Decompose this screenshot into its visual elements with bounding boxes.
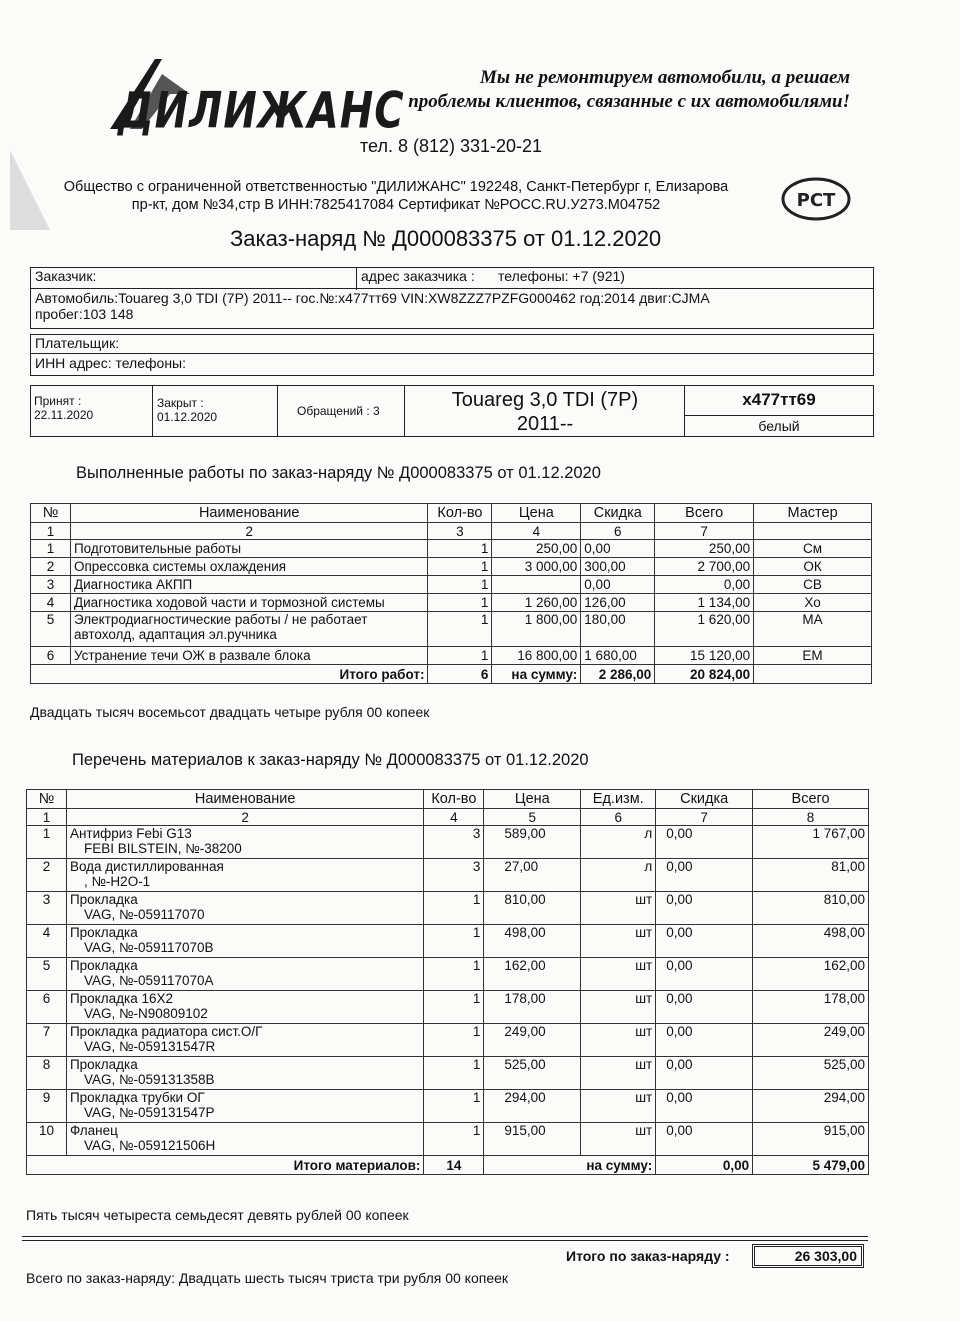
item-price: 810,00	[484, 892, 581, 925]
payer-details: ИНН адрес: телефоны:	[35, 355, 186, 371]
item-price: 498,00	[484, 925, 581, 958]
divider	[277, 386, 278, 436]
column-number	[754, 523, 872, 540]
customer-label: Заказчик:	[35, 268, 97, 284]
item-total: 498,00	[753, 925, 869, 958]
column-header: Всего	[753, 790, 869, 809]
item-total: 294,00	[753, 1090, 869, 1123]
item-name	[66, 925, 423, 958]
item-qty: 1	[424, 1090, 484, 1123]
item-unit: шт	[581, 1090, 656, 1123]
item-discount: 0,00	[656, 892, 753, 925]
works-total-qty: 6	[428, 665, 492, 684]
column-header: Кол-во	[424, 790, 484, 809]
works-total-row	[31, 665, 872, 684]
divider	[31, 288, 873, 289]
column-number: 4	[492, 523, 581, 540]
item-name	[66, 1123, 423, 1156]
item-total: 162,00	[753, 958, 869, 991]
svg-text:РСТ: РСТ	[796, 190, 836, 211]
table-cell: 0,00	[581, 540, 655, 558]
visits-count: Обращений : 3	[297, 404, 380, 418]
column-header: Наименование	[70, 504, 428, 523]
table-cell: Диагностика АКПП	[70, 576, 428, 594]
column-number: 7	[655, 523, 754, 540]
item-qty: 1	[424, 892, 484, 925]
column-number: 1	[31, 523, 71, 540]
customer-phones: телефоны: +7 (921)	[498, 268, 625, 284]
column-header: Ед.изм.	[581, 790, 656, 809]
item-article: VAG, №-059117070	[83, 907, 205, 922]
materials-total-sum: 5 479,00	[753, 1156, 869, 1175]
item-unit: шт	[581, 892, 656, 925]
row-number: 6	[27, 991, 67, 1024]
table-cell: Хо	[754, 594, 872, 612]
car-color: белый	[758, 418, 800, 434]
column-header: Цена	[492, 504, 581, 523]
item-title: Прокладка	[69, 958, 138, 973]
table-cell: 300,00	[581, 558, 655, 576]
column-header: Цена	[484, 790, 581, 809]
item-article: VAG, №-059121506H	[83, 1138, 216, 1153]
column-number: 6	[581, 809, 656, 826]
materials-total-row	[27, 1156, 869, 1175]
item-article: VAG, №-059131547P	[83, 1105, 215, 1120]
item-name	[66, 1090, 423, 1123]
item-article: VAG, №-N90809102	[83, 1006, 208, 1021]
item-title: Антифриз Febi G13	[69, 826, 192, 841]
empty-cell	[754, 665, 872, 684]
table-cell: 1	[428, 594, 492, 612]
table-cell: 2	[31, 558, 71, 576]
column-header: Кол-во	[428, 504, 492, 523]
materials-total-label: Итого материалов:	[27, 1156, 424, 1175]
company-details: Общество с ограниченной ответственностью "ДИЛИЖАНС" 192248, Санкт-Петербург г, Елизарова пр-кт, дом №34,стр В ИНН:7825417084 Сертификат №РОСС.RU.У273.М04752	[63, 179, 729, 213]
item-name	[66, 991, 423, 1024]
table-row	[27, 826, 869, 859]
column-header: №	[31, 504, 71, 523]
works-total-words: Двадцать тысяч восемьсот двадцать четыре рубля 00 копеек	[30, 704, 430, 720]
item-article: VAG, №-059131547R	[83, 1039, 216, 1054]
table-cell: 1	[428, 647, 492, 665]
item-price: 178,00	[484, 991, 581, 1024]
column-number: 5	[484, 809, 581, 826]
table-header-row	[27, 790, 869, 809]
company-logo: ДИЛИЖАНС	[118, 82, 405, 140]
table-cell: 3	[31, 576, 71, 594]
row-number: 8	[27, 1057, 67, 1090]
document-title: Заказ-наряд № Д000083375 от 01.12.2020	[230, 226, 662, 251]
table-cell: Диагностика ходовой части и тормозной системы	[70, 594, 428, 612]
table-cell: Подготовительные работы	[70, 540, 428, 558]
item-qty: 1	[424, 1024, 484, 1057]
column-number: 2	[70, 523, 428, 540]
item-price: 915,00	[484, 1123, 581, 1156]
column-header: Скидка	[581, 504, 655, 523]
table-row	[31, 558, 872, 576]
materials-total-discount: 0,00	[656, 1156, 753, 1175]
license-plate: х477тт69	[742, 390, 816, 409]
item-qty: 1	[424, 925, 484, 958]
table-cell: 5	[31, 612, 71, 647]
closed-label: Закрыт :	[157, 396, 204, 410]
table-cell: СВ	[754, 576, 872, 594]
item-unit: шт	[581, 1123, 656, 1156]
table-cell: Устранение течи ОЖ в развале блока	[70, 647, 428, 665]
row-number: 1	[27, 826, 67, 859]
table-row	[27, 925, 869, 958]
item-article: VAG, №-059117070B	[83, 940, 214, 955]
order-info-block	[30, 385, 874, 437]
table-row	[27, 1123, 869, 1156]
item-unit: шт	[581, 925, 656, 958]
grand-total-label: Итого по заказ-наряду :	[566, 1248, 730, 1264]
works-sum-label: на сумму:	[492, 665, 581, 684]
item-total: 178,00	[753, 991, 869, 1024]
table-cell: 126,00	[581, 594, 655, 612]
table-cell: 0,00	[581, 576, 655, 594]
table-cell: 180,00	[581, 612, 655, 647]
accepted-date: 22.11.2020	[34, 408, 94, 422]
row-number: 9	[27, 1090, 67, 1123]
item-title: Прокладка	[69, 925, 138, 940]
item-qty: 1	[424, 958, 484, 991]
row-number: 5	[27, 958, 67, 991]
table-cell: 1 134,00	[655, 594, 754, 612]
table-cell: 1	[428, 558, 492, 576]
materials-section-title: Перечень материалов к заказ-наряду № Д000083375 от 01.12.2020	[72, 751, 589, 769]
item-price: 249,00	[484, 1024, 581, 1057]
item-qty: 1	[424, 1123, 484, 1156]
column-header: Скидка	[656, 790, 753, 809]
item-discount: 0,00	[656, 1090, 753, 1123]
column-number: 8	[753, 809, 869, 826]
car-model: Touareg 3,0 TDI (7P) 2011--	[451, 389, 639, 435]
item-discount: 0,00	[656, 859, 753, 892]
table-cell: 1	[31, 540, 71, 558]
table-cell: См	[754, 540, 872, 558]
table-cell: 2 700,00	[655, 558, 754, 576]
table-cell: 0,00	[655, 576, 754, 594]
item-unit: шт	[581, 991, 656, 1024]
item-discount: 0,00	[656, 925, 753, 958]
item-unit: шт	[581, 958, 656, 991]
item-name	[66, 826, 423, 859]
item-title: Фланец	[69, 1123, 118, 1138]
item-title: Прокладка 16X2	[69, 991, 173, 1006]
item-total: 525,00	[753, 1057, 869, 1090]
item-price: 162,00	[484, 958, 581, 991]
divider	[356, 268, 357, 290]
row-number: 3	[27, 892, 67, 925]
table-cell: ОК	[754, 558, 872, 576]
item-total: 81,00	[753, 859, 869, 892]
table-row	[27, 991, 869, 1024]
divider	[152, 386, 153, 436]
divider	[684, 415, 873, 416]
grand-total-words: Всего по заказ-наряду: Двадцать шесть тысяч триста три рубля 00 копеек	[26, 1270, 509, 1286]
customer-block	[30, 267, 874, 329]
materials-sum-label: на сумму:	[484, 1156, 656, 1175]
item-total: 1 767,00	[753, 826, 869, 859]
materials-table	[26, 789, 869, 1175]
table-cell: 1	[428, 540, 492, 558]
table-row	[27, 1090, 869, 1123]
table-cell: 6	[31, 647, 71, 665]
item-title: Вода дистиллированная	[69, 859, 224, 874]
item-name	[66, 1057, 423, 1090]
item-discount: 0,00	[656, 1024, 753, 1057]
item-discount: 0,00	[656, 1123, 753, 1156]
works-section-title: Выполненные работы по заказ-наряду № Д000083375 от 01.12.2020	[76, 464, 601, 482]
row-number: 10	[27, 1123, 67, 1156]
item-total: 810,00	[753, 892, 869, 925]
item-unit: шт	[581, 1057, 656, 1090]
table-cell: 1	[428, 576, 492, 594]
item-total: 249,00	[753, 1024, 869, 1057]
item-price: 589,00	[484, 826, 581, 859]
item-unit: л	[581, 859, 656, 892]
table-cell: 15 120,00	[655, 647, 754, 665]
payer-block	[30, 334, 874, 376]
closed-date: 01.12.2020	[157, 410, 218, 424]
column-header: Наименование	[66, 790, 423, 809]
column-number: 7	[656, 809, 753, 826]
item-unit: л	[581, 826, 656, 859]
divider	[31, 353, 873, 354]
works-table	[30, 503, 872, 684]
company-phone: тел. 8 (812) 331-20-21	[360, 136, 543, 156]
table-header-row	[31, 504, 872, 523]
item-discount: 0,00	[656, 826, 753, 859]
item-unit: шт	[581, 1024, 656, 1057]
row-number: 2	[27, 859, 67, 892]
table-cell	[492, 576, 581, 594]
table-cell: 1 260,00	[492, 594, 581, 612]
row-number: 4	[27, 925, 67, 958]
item-title: Прокладка радиатора сист.О/Г	[69, 1024, 263, 1039]
table-row	[31, 647, 872, 665]
slogan: Мы не ремонтируем автомобили, а решаем проблемы клиентов, связанные с их автомобилями!	[408, 67, 850, 112]
item-price: 294,00	[484, 1090, 581, 1123]
table-cell: 250,00	[655, 540, 754, 558]
table-cell: 4	[31, 594, 71, 612]
item-article: FEBI BILSTEIN, №-38200	[83, 841, 242, 856]
item-article: VAG, №-059117070A	[83, 973, 214, 988]
table-cell: МА	[754, 612, 872, 647]
works-total-label: Итого работ:	[31, 665, 428, 684]
item-article: , №-H2O-1	[83, 874, 151, 889]
item-name	[66, 892, 423, 925]
column-number: 6	[581, 523, 655, 540]
accepted-label: Принят :	[34, 394, 82, 408]
item-title: Прокладка	[69, 892, 138, 907]
item-title: Прокладка трубки ОГ	[69, 1090, 205, 1105]
column-number-row	[31, 523, 872, 540]
item-qty: 3	[424, 826, 484, 859]
works-total-discount: 2 286,00	[581, 665, 655, 684]
item-discount: 0,00	[656, 958, 753, 991]
item-discount: 0,00	[656, 1057, 753, 1090]
car-mileage: пробег:103 148	[35, 306, 134, 322]
column-number: 2	[66, 809, 423, 826]
column-header: Всего	[655, 504, 754, 523]
item-qty: 3	[424, 859, 484, 892]
works-total-sum: 20 824,00	[655, 665, 754, 684]
table-row	[27, 859, 869, 892]
column-number-row	[27, 809, 869, 826]
table-row	[31, 612, 872, 647]
item-name	[66, 859, 423, 892]
table-row	[31, 540, 872, 558]
table-row	[31, 594, 872, 612]
item-qty: 1	[424, 991, 484, 1024]
table-row	[27, 892, 869, 925]
item-name	[66, 1024, 423, 1057]
item-price: 27,00	[484, 859, 581, 892]
item-title: Прокладка	[69, 1057, 138, 1072]
item-discount: 0,00	[656, 991, 753, 1024]
column-header: №	[27, 790, 67, 809]
table-row	[31, 576, 872, 594]
table-cell: Опрессовка системы охлаждения	[70, 558, 428, 576]
table-cell: 3 000,00	[492, 558, 581, 576]
table-cell: 250,00	[492, 540, 581, 558]
item-total: 915,00	[753, 1123, 869, 1156]
certification-mark-icon	[780, 176, 852, 222]
table-cell: 1 800,00	[492, 612, 581, 647]
car-details: Автомобиль:Touareg 3,0 TDI (7P) 2011-- гос.№:х477тт69 VIN:XW8ZZZ7PZFG000462 год:2014 двиг:CJMA	[35, 290, 710, 306]
grand-total-value: 26 303,00	[752, 1244, 864, 1268]
column-number: 3	[428, 523, 492, 540]
table-cell: 1 620,00	[655, 612, 754, 647]
table-cell: ЕМ	[754, 647, 872, 665]
table-cell: 1 680,00	[581, 647, 655, 665]
row-number: 7	[27, 1024, 67, 1057]
column-number: 1	[27, 809, 67, 826]
item-qty: 1	[424, 1057, 484, 1090]
table-cell: 1	[428, 612, 492, 647]
item-article: VAG, №-059131358B	[83, 1072, 215, 1087]
table-row	[27, 1057, 869, 1090]
table-cell: 16 800,00	[492, 647, 581, 665]
column-number: 4	[424, 809, 484, 826]
column-header: Мастер	[754, 504, 872, 523]
table-row	[27, 1024, 869, 1057]
payer-label: Плательщик:	[35, 335, 120, 351]
item-name	[66, 958, 423, 991]
materials-total-words: Пять тысяч четыреста семьдесят девять рублей 00 копеек	[26, 1207, 409, 1223]
separator-line	[22, 1236, 868, 1241]
address-label: адрес заказчика :	[361, 268, 475, 284]
table-row	[27, 958, 869, 991]
table-cell: Электродиагностические работы / не работает автохолд, адаптация эл.ручника	[70, 612, 428, 647]
item-price: 525,00	[484, 1057, 581, 1090]
materials-total-qty: 14	[424, 1156, 484, 1175]
